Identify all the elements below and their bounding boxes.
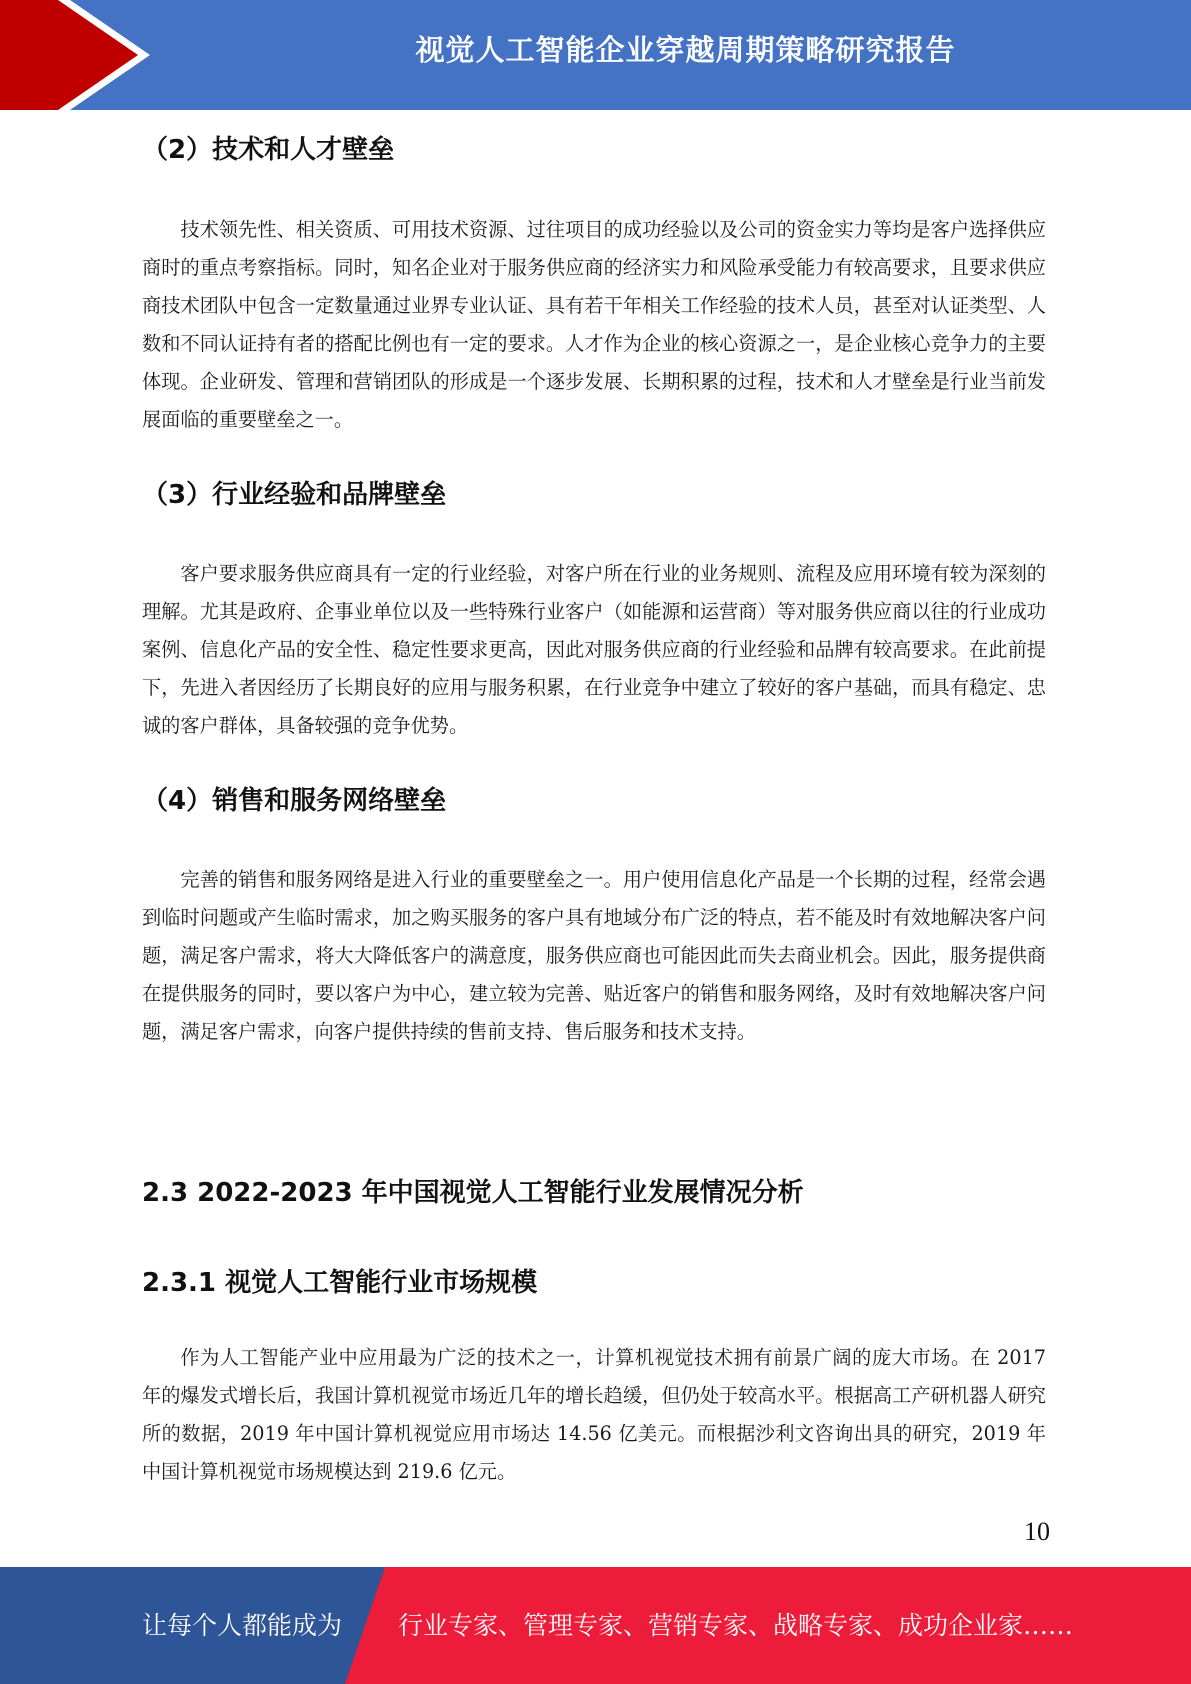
footer-slogan-right: 行业专家、管理专家、营销专家、战略专家、成功企业家……: [398, 1611, 1074, 1640]
footer-banner: [0, 1567, 1191, 1684]
subheading-sales-service-barrier: （4）销售和服务网络壁垒: [142, 786, 447, 816]
paragraph-tech-talent-barrier: 技术领先性、相关资质、可用技术资源、过往项目的成功经验以及公司的资金实力等均是客户选择供应商时的重点考察指标。同时，知名企业对于服务供应商的经济实力和风险承受能力有较高要求，且要求供应商技术团队中包含一定数量通过业界专业认证、具有若干年相关工作经验的技术人员，甚至对认证类型、人数和不同认证持有者的搭配比例也有一定的要求。人才作为企业的核心资源之一，是企业核心竞争力的主要体现。企业研发、管理和营销团队的形成是一个逐步发展、长期积累的过程，技术和人才壁垒是行业当前发展面临的重要壁垒之一。: [142, 218, 1046, 431]
report-title: 视觉人工智能企业穿越周期策略研究报告: [415, 33, 956, 67]
subheading-industry-brand-barrier: （3）行业经验和品牌壁垒: [142, 480, 447, 510]
section-heading-2-3: 2.3 2022-2023 年中国视觉人工智能行业发展情况分析: [142, 1178, 804, 1208]
subheading-tech-talent-barrier: （2）技术和人才壁垒: [142, 135, 395, 165]
paragraph-market-size: 作为人工智能产业中应用最为广泛的技术之一，计算机视觉技术拥有前景广阔的庞大市场。在 2017 年的爆发式增长后，我国计算机视觉市场近几年的增长趋缓，但仍处于较高水平。根据高工产研机器人研究所的数据，2019 年中国计算机视觉应用市场达 14.56 亿美元。而根据沙利文咨询出具的研究，2019 年中国计算机视觉市场规模达到 219.6 亿元。: [142, 1346, 1046, 1483]
section-heading-2-3-1: 2.3.1 视觉人工智能行业市场规模: [142, 1268, 538, 1298]
header-banner: [0, 0, 1191, 110]
paragraph-industry-brand-barrier: 客户要求服务供应商具有一定的行业经验，对客户所在行业的业务规则、流程及应用环境有较为深刻的理解。尤其是政府、企事业单位以及一些特殊行业客户（如能源和运营商）等对服务供应商以往的行业成功案例、信息化产品的安全性、稳定性要求更高，因此对服务供应商的行业经验和品牌有较高要求。在此前提下，先进入者因经历了长期良好的应用与服务积累，在行业竞争中建立了较好的客户基础，而具有稳定、忠诚的客户群体，具备较强的竞争优势。: [142, 562, 1046, 737]
page-number: 10: [1024, 1517, 1050, 1546]
paragraph-sales-service-barrier: 完善的销售和服务网络是进入行业的重要壁垒之一。用户使用信息化产品是一个长期的过程，经常会遇到临时问题或产生临时需求，加之购买服务的客户具有地域分布广泛的特点，若不能及时有效地解决客户问题，满足客户需求，将大大降低客户的满意度，服务供应商也可能因此而失去商业机会。因此，服务提供商在提供服务的同时，要以客户为中心，建立较为完善、贴近客户的销售和服务网络，及时有效地解决客户问题，满足客户需求，向客户提供持续的售前支持、售后服务和技术支持。: [142, 868, 1046, 1043]
header-arrow-icon: [0, 0, 150, 110]
footer-slogan-left: 让每个人都能成为: [142, 1611, 343, 1640]
